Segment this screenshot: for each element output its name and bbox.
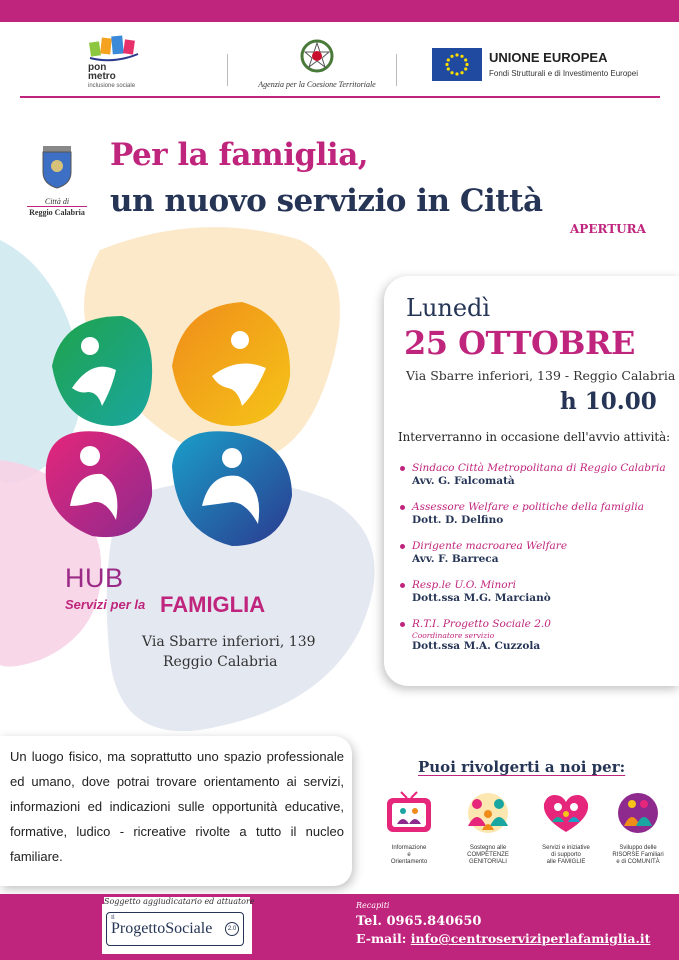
bullet-icon bbox=[400, 505, 405, 510]
city-line1: Città di bbox=[44, 197, 70, 206]
event-time: h 10.00 bbox=[560, 388, 657, 415]
ponmetro-line3: inclusione sociale bbox=[88, 83, 136, 89]
ponmetro-line1: pon bbox=[88, 62, 107, 73]
speaker-name: Dott.ssa M.G. Marcianò bbox=[412, 592, 551, 604]
ps-prefix: Il bbox=[111, 915, 115, 921]
logo-divider bbox=[227, 54, 228, 86]
city-crest-icon bbox=[39, 142, 75, 190]
apertura-tag: APERTURA bbox=[570, 222, 646, 236]
bullet-icon bbox=[400, 544, 405, 549]
footer-phone: Tel. 0965.840650 bbox=[356, 914, 482, 929]
speakers-list bbox=[398, 462, 678, 657]
header-divider bbox=[20, 96, 660, 98]
service-item bbox=[533, 790, 599, 866]
service-label-line: RISORSE Familiari bbox=[612, 852, 664, 858]
service-label-line: COMPETENZE bbox=[467, 852, 509, 858]
agenzia-text: Agenzia per la Coesione Territoriale bbox=[258, 80, 376, 89]
speaker-name: Avv. G. Falcomatà bbox=[412, 475, 515, 487]
community-icon bbox=[610, 790, 666, 836]
service-label-line: e di COMUNITÀ bbox=[616, 859, 660, 865]
ponmetro-line2: metro bbox=[88, 71, 116, 82]
service-label-line: alle FAMIGLIE bbox=[546, 859, 586, 865]
ponmetro-house-icon bbox=[88, 34, 140, 62]
family-heart-icon bbox=[538, 790, 594, 836]
bullet-icon bbox=[400, 466, 405, 471]
speaker-item bbox=[398, 618, 678, 657]
event-date: 25 OTTOBRE bbox=[404, 324, 635, 362]
service-label bbox=[455, 845, 521, 866]
service-label bbox=[533, 845, 599, 866]
service-label-line: GENITORIALI bbox=[469, 859, 507, 865]
speakers-intro: Interverranno in occasione dell'avvio attività: bbox=[398, 430, 671, 444]
eu-flag-icon bbox=[432, 48, 482, 81]
service-label bbox=[376, 845, 442, 866]
service-item bbox=[376, 790, 442, 866]
agenzia-logo bbox=[252, 32, 382, 94]
service-label-line: Sviluppo delle bbox=[619, 845, 657, 851]
speaker-item bbox=[398, 501, 678, 540]
speaker-role: Assessore Welfare e politiche della famiglia bbox=[412, 501, 644, 513]
logo-divider bbox=[396, 54, 397, 86]
bullet-icon bbox=[400, 622, 405, 627]
speaker-item bbox=[398, 462, 678, 501]
hub-address-line2: Reggio Calabria bbox=[163, 654, 278, 670]
service-label-line: di supporto bbox=[551, 852, 581, 858]
hub-famiglia-logo bbox=[42, 296, 300, 554]
ps-name: ProgettoSociale bbox=[111, 920, 213, 937]
footer-email-row bbox=[356, 931, 650, 946]
speaker-role: Sindaco Città Metropolitana di Reggio Calabria bbox=[412, 462, 666, 474]
parents-icon bbox=[460, 790, 516, 836]
title-line2: un nuovo servizio in Città bbox=[110, 183, 543, 219]
speaker-role: Dirigente macroarea Welfare bbox=[412, 540, 568, 552]
service-item bbox=[605, 790, 671, 866]
ponmetro-logo bbox=[80, 34, 170, 92]
hub-subtitle-2: FAMIGLIA bbox=[160, 592, 266, 617]
service-label bbox=[605, 845, 671, 866]
event-panel bbox=[384, 276, 679, 686]
service-label-line: Sostegno alle bbox=[469, 845, 507, 851]
footer-email-label: E-mail: bbox=[356, 931, 407, 946]
speaker-role: R.T.I. Progetto Sociale 2.0 bbox=[412, 618, 551, 630]
italian-emblem-icon bbox=[300, 36, 334, 76]
speaker-item bbox=[398, 540, 678, 579]
bullet-icon bbox=[400, 583, 405, 588]
city-line2: Reggio Calabria bbox=[27, 206, 87, 217]
top-bar bbox=[0, 0, 679, 22]
speaker-role: Resp.le U.O. Minori bbox=[412, 579, 516, 591]
footer-recapiti: Recapiti bbox=[356, 901, 390, 910]
speaker-subrole: Coordinatore servizio bbox=[412, 631, 495, 640]
title-line1: Per la famiglia, bbox=[110, 137, 369, 173]
eu-title: UNIONE EUROPEA bbox=[489, 50, 608, 65]
footer-email-link[interactable]: info@centroserviziperlafamiglia.it bbox=[410, 931, 651, 946]
ps-version: 2.0 bbox=[225, 922, 239, 936]
description-box bbox=[0, 736, 352, 886]
eu-subtitle: Fondi Strutturali e di Investimento Europei bbox=[489, 69, 638, 78]
service-label-line: Informazione bbox=[391, 845, 427, 851]
speaker-item bbox=[398, 579, 678, 618]
speaker-name: Avv. F. Barreca bbox=[412, 553, 499, 565]
progetto-sociale-logo bbox=[106, 912, 244, 946]
eu-logo bbox=[432, 48, 662, 88]
hub-address-line1: Via Sbarre inferiori, 139 bbox=[142, 634, 316, 650]
hub-title: HUB bbox=[65, 563, 124, 593]
speaker-name: Dott.ssa M.A. Cuzzola bbox=[412, 640, 541, 652]
partner-logos bbox=[20, 28, 660, 98]
event-day: Lunedì bbox=[406, 294, 491, 322]
event-address: Via Sbarre inferiori, 139 - Reggio Calabria bbox=[406, 368, 676, 383]
footer-soggetto: Soggetto aggiudicatario ed attuatore bbox=[104, 897, 255, 906]
speaker-name: Dott. D. Delfino bbox=[412, 514, 504, 526]
hub-subtitle-1: Servizi per la bbox=[65, 597, 146, 612]
service-label-line: Servizi e iniziative bbox=[542, 845, 590, 851]
service-label-line: e bbox=[407, 852, 411, 858]
tv-family-icon bbox=[381, 790, 437, 836]
city-logo bbox=[22, 142, 92, 217]
service-item bbox=[455, 790, 521, 866]
service-label-line: Orientamento bbox=[390, 859, 428, 865]
services-title: Puoi rivolgerti a noi per: bbox=[418, 758, 626, 776]
description-text: Un luogo fisico, ma soprattutto uno spazio professionale ed umano, dove potrai trovare orientamento ai servizi, informazioni ed indicazioni sulle opportunità educative, formative, ludico - ricreative rivolte a tutto il nucleo familiare. bbox=[10, 749, 344, 864]
